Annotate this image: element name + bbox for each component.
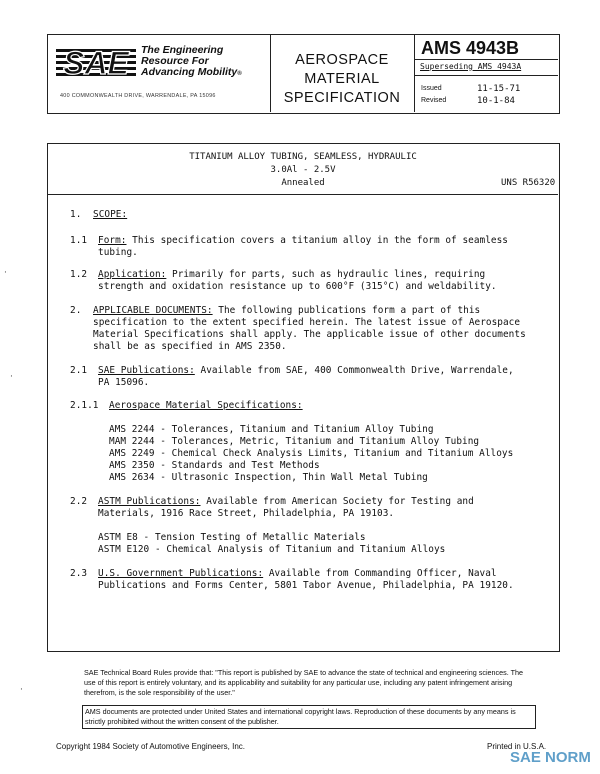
astm-list-item: ASTM E120 - Chemical Analysis of Titanium and Titanium Alloys bbox=[98, 544, 446, 555]
paragraph-astm-publications: ASTM Publications: Available from American Society for Testing and bbox=[98, 496, 474, 507]
divider bbox=[415, 75, 558, 76]
title-line-2: MATERIAL bbox=[304, 71, 380, 87]
title-line-3: SPECIFICATION bbox=[283, 90, 401, 106]
doc-title-line-3: Annealed bbox=[281, 178, 325, 188]
ams-number: AMS 4943B bbox=[421, 38, 520, 58]
paragraph-line: Material Specifications shall apply. The applicable issue of other documents bbox=[93, 329, 526, 340]
ams-list-item: AMS 2244 - Tolerances, Titanium and Titanium Alloy Tubing bbox=[109, 424, 434, 435]
document-title-band bbox=[48, 144, 558, 195]
paragraph-line: shall be as specified in AMS 2350. bbox=[93, 341, 287, 352]
spec-type-title bbox=[270, 35, 415, 112]
section-heading-ams: Aerospace Material Specifications: bbox=[109, 400, 303, 411]
section-number: 1.2 bbox=[70, 269, 88, 280]
section-number: 2.2 bbox=[70, 496, 88, 507]
issued-label: Issued bbox=[421, 85, 442, 92]
ams-list-item: AMS 2634 - Ultrasonic Inspection, Thin Wall Metal Tubing bbox=[109, 472, 428, 483]
ams-number-cell bbox=[415, 35, 558, 112]
paragraph-form-cont: tubing. bbox=[98, 247, 138, 258]
spec-body bbox=[47, 143, 560, 652]
paragraph-application-cont: strength and oxidation resistance up to 600°F (315°C) and weldability. bbox=[98, 281, 497, 292]
tagline-1: The Engineering bbox=[141, 44, 224, 56]
printed-in-usa: Printed in U.S.A. bbox=[487, 742, 547, 751]
divider bbox=[415, 59, 558, 60]
title-line-1: AEROSPACE bbox=[295, 52, 389, 68]
spec-header bbox=[47, 34, 560, 114]
section-number: 2.1.1 bbox=[70, 400, 99, 411]
paragraph-line: PA 15096. bbox=[98, 377, 150, 388]
doc-title-line-2: 3.0Al - 2.5V bbox=[270, 165, 336, 175]
uns-number: UNS R56320 bbox=[501, 178, 556, 188]
revised-label: Revised bbox=[421, 97, 447, 104]
logo-cell bbox=[48, 35, 271, 112]
paragraph-applicable-documents: APPLICABLE DOCUMENTS: The following publications form a part of this bbox=[93, 305, 481, 316]
section-number: 2.1 bbox=[70, 365, 88, 376]
margin-mark: · bbox=[10, 372, 13, 382]
margin-mark: · bbox=[4, 268, 7, 278]
ams-list-item: AMS 2350 - Standards and Test Methods bbox=[109, 460, 320, 471]
copyright-line: Copyright 1984 Society of Automotive Engineers, Inc. bbox=[56, 742, 245, 751]
paragraph-line: Materials, 1916 Race Street, Philadelphia, PA 19103. bbox=[98, 508, 395, 519]
tagline-3: Advancing Mobility® bbox=[141, 66, 242, 78]
paragraph-sae-publications: SAE Publications: Available from SAE, 400 Commonwealth Drive, Warrendale, bbox=[98, 365, 514, 376]
tagline-2: Resource For bbox=[141, 55, 209, 67]
copyright-notice-box: AMS documents are protected under United States and international copyright laws. Reproduction of these documents by any means is strictly prohibited without the written consent of the publisher. bbox=[82, 705, 536, 729]
watermark-text: SAE NORM bbox=[510, 749, 591, 766]
astm-list-item: ASTM E8 - Tension Testing of Metallic Materials bbox=[98, 532, 366, 543]
revised-date: 10-1-84 bbox=[477, 96, 515, 106]
paragraph-form: Form: This specification covers a titanium alloy in the form of seamless bbox=[98, 235, 508, 246]
paragraph-line: Publications and Forms Center, 5801 Tabor Avenue, Philadelphia, PA 19120. bbox=[98, 580, 514, 591]
doc-title-line-1: TITANIUM ALLOY TUBING, SEAMLESS, HYDRAULIC bbox=[189, 152, 417, 162]
section-number: 2. bbox=[70, 305, 82, 316]
margin-mark: · bbox=[20, 685, 23, 695]
issued-date: 11-15-71 bbox=[477, 84, 521, 94]
sae-logo bbox=[56, 47, 136, 81]
paragraph-application: Application: Primarily for parts, such as hydraulic lines, requiring bbox=[98, 269, 486, 280]
superseding-note: Superseding AMS 4943A bbox=[420, 62, 522, 71]
ams-list-item: MAM 2244 - Tolerances, Metric, Titanium and Titanium Alloy Tubing bbox=[109, 436, 480, 447]
board-rules-note: SAE Technical Board Rules provide that: "This report is published by SAE to advance the state of technical and engineering sciences. The use of this report is entirely voluntary, and its applicability and suitability for any particular use, including any patent infringement arising therefrom, is the sole responsibility of the user." bbox=[84, 668, 523, 697]
sae-logo-text: SAE bbox=[63, 47, 129, 81]
section-number: 1.1 bbox=[70, 235, 88, 246]
watermark-logo bbox=[502, 746, 596, 768]
sae-address: 400 COMMONWEALTH DRIVE, WARRENDALE, PA 15096 bbox=[60, 93, 216, 99]
section-number: 1. bbox=[70, 209, 82, 220]
section-heading-scope: SCOPE: bbox=[93, 209, 128, 220]
ams-list-item: AMS 2249 - Chemical Check Analysis Limits, Titanium and Titanium Alloys bbox=[109, 448, 514, 459]
paragraph-line: specification to the extent specified herein. The latest issue of Aerospace bbox=[93, 317, 521, 328]
paragraph-us-government: U.S. Government Publications: Available from Commanding Officer, Naval bbox=[98, 568, 497, 579]
section-number: 2.3 bbox=[70, 568, 88, 579]
